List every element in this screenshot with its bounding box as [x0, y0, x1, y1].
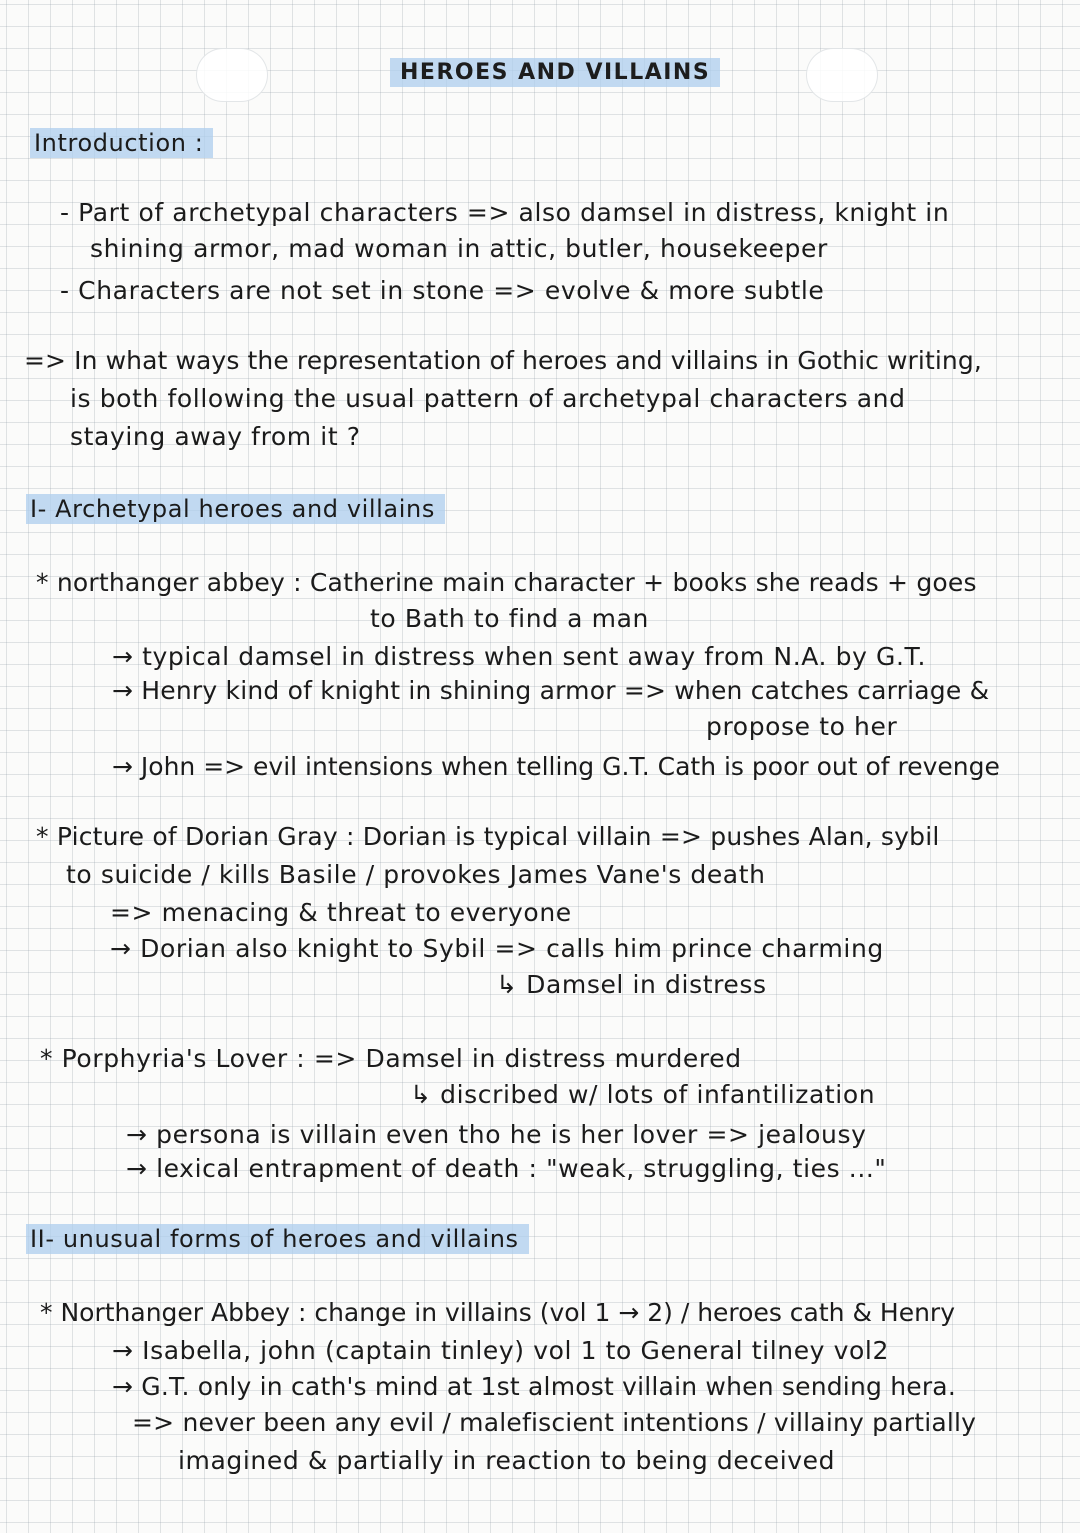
na2-line5: imagined & partially in reaction to being deceived — [178, 1446, 836, 1475]
pl-line2: ↳ discribed w/ lots of infantilization — [410, 1080, 876, 1109]
na2-line1: * Northanger Abbey : change in villains (vol 1 → 2) / heroes cath & Henry — [40, 1298, 956, 1327]
dg-line2: to suicide / kills Basile / provokes James Vane's death — [66, 860, 766, 889]
na2-line3: → G.T. only in cath's mind at 1st almost villain when sending hera. — [112, 1372, 956, 1401]
section1-heading: I- Archetypal heroes and villains — [26, 494, 445, 524]
intro-bullet1-line2: shining armor, mad woman in attic, butler, housekeeper — [90, 234, 828, 263]
na-line1: * northanger abbey : Catherine main character + books she reads + goes — [36, 568, 977, 597]
dg-line4: → Dorian also knight to Sybil => calls him prince charming — [110, 934, 884, 963]
na-arrow2-cont: propose to her — [706, 712, 898, 741]
binder-hole-right — [806, 48, 878, 102]
na-arrow1: → typical damsel in distress when sent away from N.A. by G.T. — [112, 642, 926, 671]
question-line3: staying away from it ? — [70, 422, 361, 451]
na-line2: to Bath to find a man — [370, 604, 649, 633]
na2-line2: → Isabella, john (captain tinley) vol 1 to General tilney vol2 — [112, 1336, 889, 1365]
na2-line4: => never been any evil / malefiscient intentions / villainy partially — [132, 1408, 977, 1437]
pl-line1: * Porphyria's Lover : => Damsel in distress murdered — [40, 1044, 742, 1073]
dg-line1: * Picture of Dorian Gray : Dorian is typical villain => pushes Alan, sybil — [36, 822, 940, 851]
question-line2: is both following the usual pattern of archetypal characters and — [70, 384, 906, 413]
na-arrow3: → John => evil intensions when telling G.T. Cath is poor out of revenge — [112, 752, 1000, 781]
question-line1: => In what ways the representation of heroes and villains in Gothic writing, — [24, 346, 982, 375]
binder-hole-left — [196, 48, 268, 102]
pl-line4: → lexical entrapment of death : "weak, struggling, ties ..." — [126, 1154, 887, 1183]
pl-line3: → persona is villain even tho he is her lover => jealousy — [126, 1120, 867, 1149]
section2-heading: II- unusual forms of heroes and villains — [26, 1224, 529, 1254]
intro-bullet2: - Characters are not set in stone => evolve & more subtle — [60, 276, 825, 305]
na-arrow2: → Henry kind of knight in shining armor => when catches carriage & — [112, 676, 990, 705]
page-title: HEROES AND VILLAINS — [390, 58, 720, 87]
dg-line3: => menacing & threat to everyone — [110, 898, 572, 927]
dg-line5: ↳ Damsel in distress — [496, 970, 767, 999]
intro-heading: Introduction : — [30, 128, 213, 158]
intro-bullet1-line1: - Part of archetypal characters => also damsel in distress, knight in — [60, 198, 950, 227]
